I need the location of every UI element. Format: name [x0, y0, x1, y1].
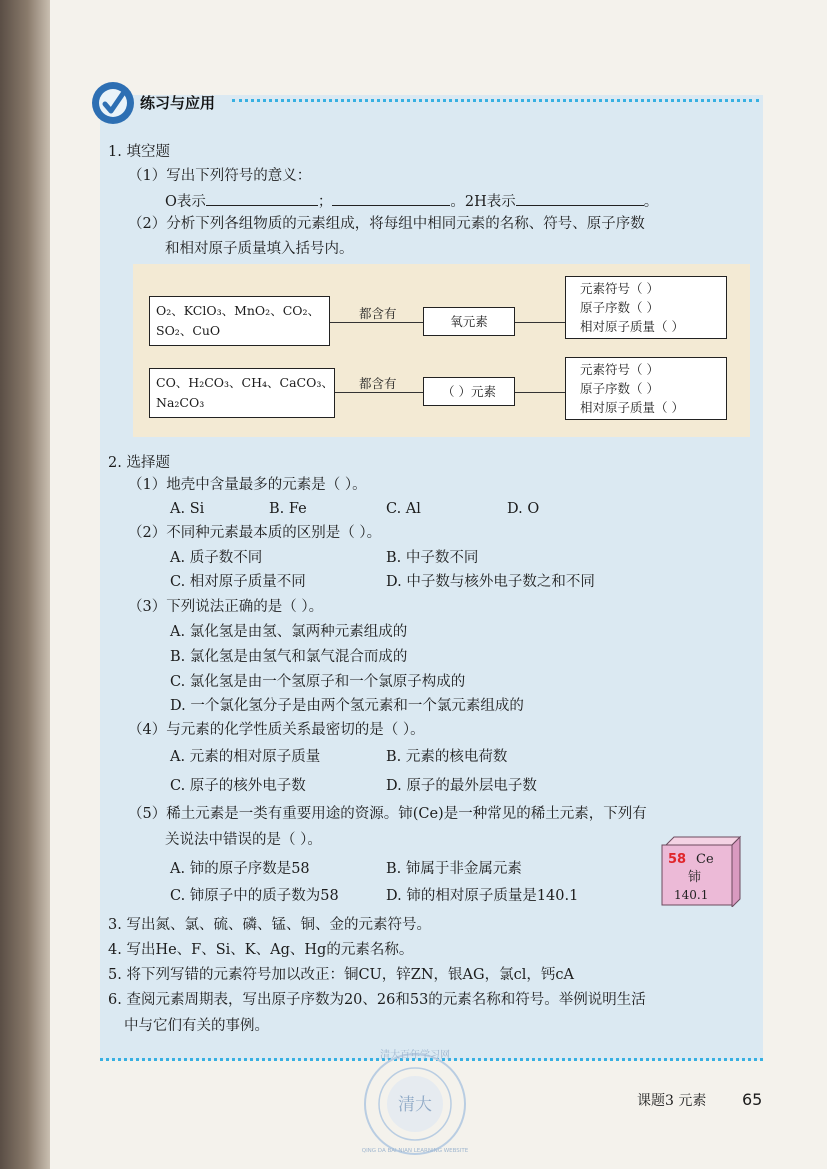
- cerium-element-card: [660, 835, 742, 907]
- q2-3-option-c[interactable]: C. 氯化氢是由一个氢原子和一个氯原子构成的: [170, 674, 466, 690]
- contains-label: 都含有: [359, 306, 397, 321]
- watermark-top-text: 清大百年学习网: [380, 1050, 450, 1061]
- symbol-field: 元素符号（ ）: [580, 281, 659, 296]
- q5: 5. 将下列写错的元素符号加以改正：铜CU，锌ZN，银AG，氯cl，钙cA: [108, 967, 574, 983]
- exercise-logo-icon: [90, 80, 136, 126]
- q2-1-option-a[interactable]: A. Si: [170, 501, 205, 517]
- q2-1-option-b[interactable]: B. Fe: [269, 501, 307, 517]
- q1-part2-line2: 和相对原子质量填入括号内。: [165, 241, 354, 257]
- mass-field: 相对原子质量（ ）: [580, 319, 684, 334]
- q1-2h-label: 。2H表示: [450, 194, 516, 210]
- q2-5-stem-line1: （5）稀土元素是一类有重要用途的资源。铈(Ce)是一种常见的稀土元素，下列有: [128, 806, 647, 822]
- contains-label: 都含有: [359, 376, 397, 391]
- q2-3-stem: （3）下列说法正确的是（ ）。: [128, 599, 324, 615]
- cerium-mass: 140.1: [674, 888, 709, 902]
- page-number: 65: [742, 1090, 763, 1109]
- number-field: 原子序数（ ）: [580, 381, 659, 396]
- cerium-name: 铈: [688, 870, 702, 885]
- connector-line: [515, 322, 565, 323]
- q2-5-stem-line2: 关说法中错误的是（ ）。: [165, 832, 322, 848]
- period: 。: [643, 194, 659, 210]
- q1-part2-line1: （2）分析下列各组物质的元素组成，将每组中相同元素的名称、符号、原子序数: [128, 216, 645, 232]
- q2-heading: 2. 选择题: [108, 455, 170, 471]
- book-spine: [0, 0, 50, 1169]
- q2-5-option-b[interactable]: B. 铈属于非金属元素: [386, 861, 522, 877]
- q2-4-option-d[interactable]: D. 原子的最外层电子数: [386, 778, 537, 794]
- separator: ；: [317, 194, 333, 210]
- q1-o-label: O表示: [165, 194, 206, 210]
- cerium-symbol: Ce: [696, 852, 714, 867]
- q2-4-stem: （4）与元素的化学性质关系最密切的是（ ）。: [128, 722, 425, 738]
- q4: 4. 写出He、F、Si、K、Ag、Hg的元素名称。: [108, 942, 414, 958]
- q2-1-option-d[interactable]: D. O: [507, 501, 540, 517]
- q2-3-option-d[interactable]: D. 一个氯化氢分子是由两个氢元素和一个氯元素组成的: [170, 698, 524, 714]
- q6-line1: 6. 查阅元素周期表，写出原子序数为20、26和53的元素名称和符号。举例说明生活: [108, 992, 646, 1008]
- answer-blank[interactable]: [332, 191, 450, 206]
- q2-2-option-b[interactable]: B. 中子数不同: [386, 550, 479, 566]
- header-dotted-rule: [232, 99, 759, 102]
- q2-1-stem: （1）地壳中含量最多的元素是（ ）。: [128, 477, 367, 493]
- q2-5-option-d[interactable]: D. 铈的相对原子质量是140.1: [386, 888, 579, 904]
- element-diagram: [133, 264, 750, 437]
- q2-3-option-a[interactable]: A. 氯化氢是由氢、氯两种元素组成的: [170, 624, 408, 640]
- section-title: 练习与应用: [140, 94, 216, 112]
- group2-answer-box[interactable]: [565, 357, 727, 420]
- number-field: 原子序数（ ）: [580, 300, 659, 315]
- watermark-seal-icon: [350, 1046, 480, 1156]
- q2-2-option-a[interactable]: A. 质子数不同: [170, 550, 263, 566]
- group1-line1: O₂、KClO₃、MnO₂、CO₂、: [156, 303, 321, 318]
- q2-2-option-c[interactable]: C. 相对原子质量不同: [170, 574, 306, 590]
- q2-1-option-c[interactable]: C. Al: [386, 501, 421, 517]
- watermark-bottom-text: QING DA BAI NIAN LEARNING WEBSITE: [361, 1148, 469, 1154]
- q6-line2: 中与它们有关的事例。: [124, 1018, 269, 1034]
- connector-line: [330, 322, 423, 323]
- element1-label: 氧元素: [450, 314, 488, 329]
- q2-2-option-d[interactable]: D. 中子数与核外电子数之和不同: [386, 574, 595, 590]
- q2-4-option-a[interactable]: A. 元素的相对原子质量: [170, 749, 321, 765]
- q2-4-option-c[interactable]: C. 原子的核外电子数: [170, 778, 306, 794]
- group1-line2: SO₂、CuO: [156, 323, 221, 338]
- q2-2-stem: （2）不同种元素最本质的区别是（ ）。: [128, 525, 382, 541]
- connector-line: [335, 392, 423, 393]
- element2-label: （ ）元素: [442, 384, 496, 399]
- q2-5-option-c[interactable]: C. 铈原子中的质子数为58: [170, 888, 339, 904]
- answer-blank[interactable]: [206, 191, 318, 206]
- group1-answer-box[interactable]: [565, 276, 727, 339]
- group1-box: [149, 296, 330, 346]
- group2-box: [149, 368, 335, 418]
- watermark-center-text: 清大: [398, 1095, 432, 1115]
- q3: 3. 写出氮、氯、硫、磷、锰、铜、金的元素符号。: [108, 917, 431, 933]
- q1-heading: 1. 填空题: [108, 144, 170, 160]
- cerium-number: 58: [668, 852, 687, 867]
- group2-line2: Na₂CO₃: [156, 395, 205, 410]
- q2-5-option-a[interactable]: A. 铈的原子序数是58: [170, 861, 310, 877]
- q2-4-option-b[interactable]: B. 元素的核电荷数: [386, 749, 508, 765]
- element1-box: [423, 307, 515, 336]
- q1-part1: （1）写出下列符号的意义：: [128, 168, 312, 184]
- answer-blank[interactable]: [516, 191, 644, 206]
- mass-field: 相对原子质量（ ）: [580, 400, 684, 415]
- footer-chapter: 课题3 元素: [637, 1093, 707, 1109]
- q2-3-option-b[interactable]: B. 氯化氢是由氢气和氯气混合而成的: [170, 649, 408, 665]
- connector-line: [515, 392, 565, 393]
- symbol-field: 元素符号（ ）: [580, 362, 659, 377]
- element2-box[interactable]: [423, 377, 515, 406]
- group2-line1: CO、H₂CO₃、CH₄、CaCO₃、: [156, 375, 334, 390]
- q1-part1-blanks: [165, 191, 658, 211]
